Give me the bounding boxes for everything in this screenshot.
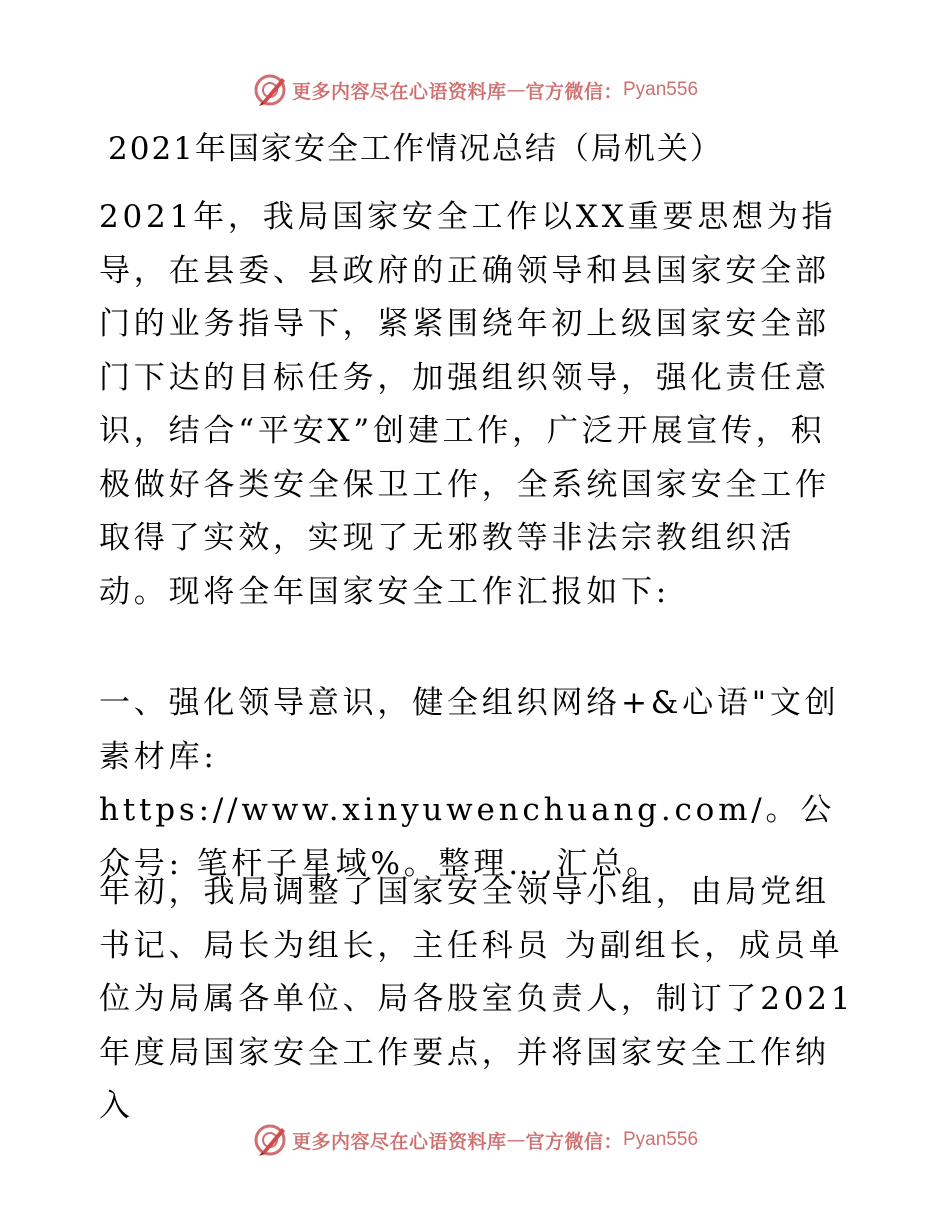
paragraph-body: 年初，我局调整了国家安全领导小组，由局党组书记、局长为组长，主任科员 为副组长，成员单位为局属各单位、局各股室负责人，制订了2021年度局国家安全工作要点，并将国家安全工作纳入 (99, 874, 855, 1124)
watermark-text: 更多内容尽在心语资料库 (291, 80, 507, 103)
footer-watermark (0, 1120, 950, 1160)
watermark-separator: — (506, 79, 526, 101)
watermark-handle: Pyan556 (623, 79, 699, 100)
paragraph-intro: 2021年，我局国家安全工作以XX重要思想为指导，在县委、县政府的正确领导和县国家安全部门的业务指导下，紧紧围绕年初上级国家安全部门下达的目标任务，加强组织领导，强化责任意识，结合“平安X”创建工作，广泛开展宣传，积极做好各类安全保卫工作，全系统国家安全工作取得了实效，实现了无邪教等非法宗教组织活动。现将全年国家安全工作汇报如下: (99, 199, 837, 610)
brand-logo-icon (252, 72, 288, 108)
document-title: 2021年国家安全工作情况总结（局机关） (108, 131, 723, 167)
paragraph-section-heading: 一、强化领导意识，健全组织网络+&心语"文创素材库: https://www.xinyuwenchuang.com/。公众号: 笔杆子星域%。整理…,汇总。 (99, 685, 840, 882)
watermark-text: 更多内容尽在心语资料库 (291, 1130, 507, 1153)
watermark-label: 官方微信： (525, 1130, 623, 1153)
watermark-handle: Pyan556 (623, 1129, 699, 1150)
header-watermark (0, 70, 950, 110)
watermark-label: 官方微信： (525, 80, 623, 103)
watermark-separator: — (506, 1129, 526, 1151)
brand-logo-icon (252, 1122, 288, 1158)
